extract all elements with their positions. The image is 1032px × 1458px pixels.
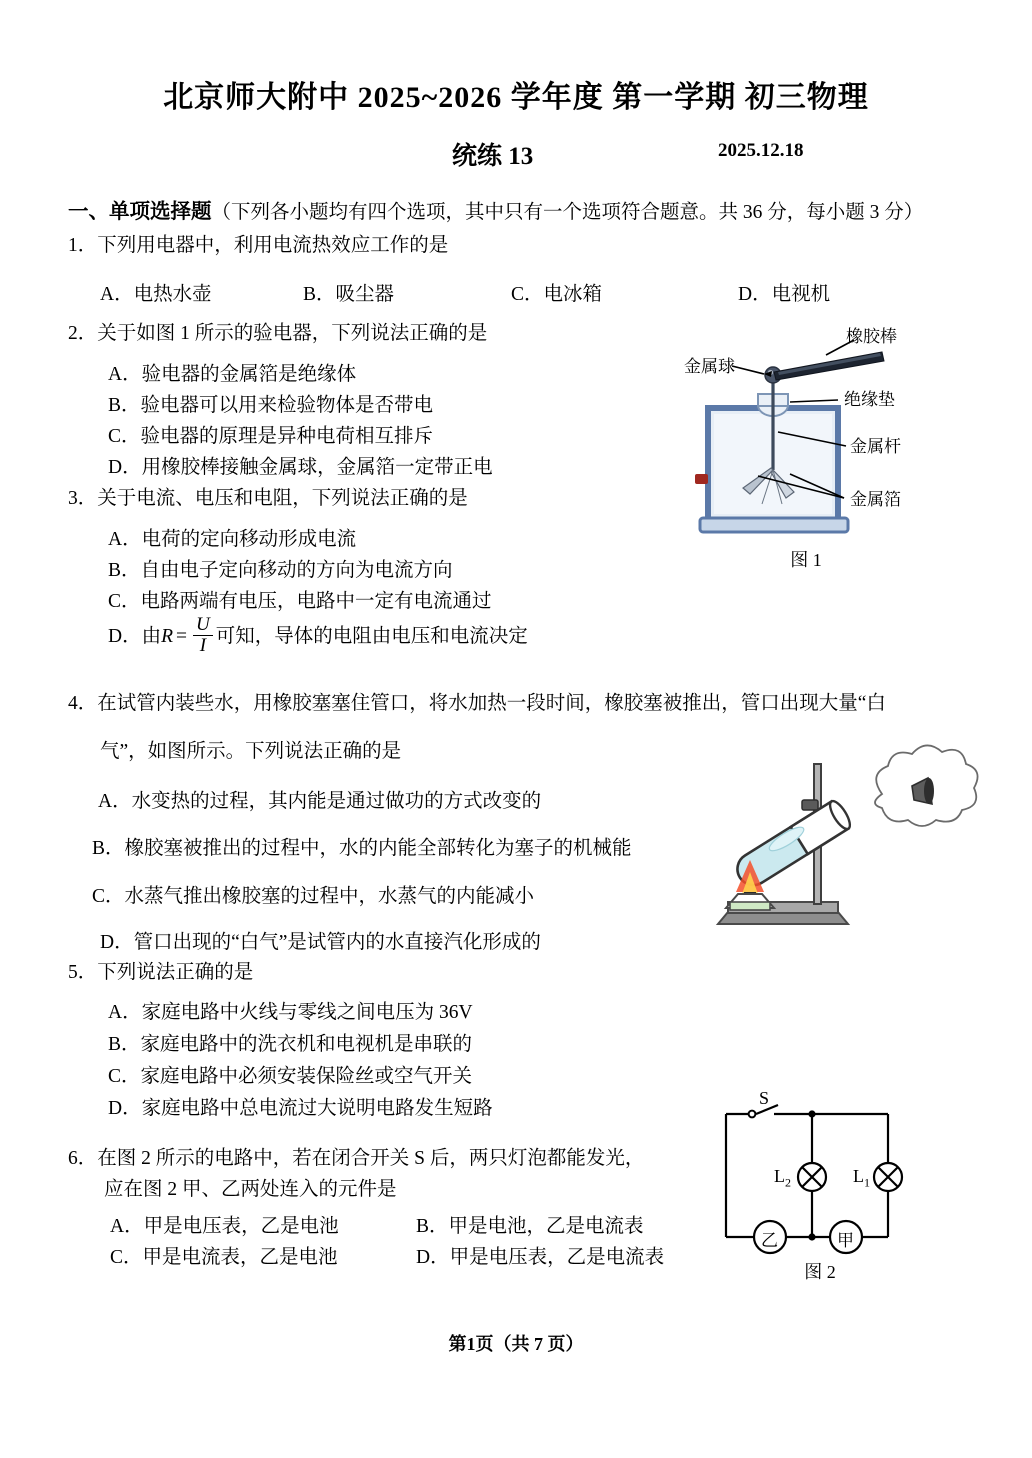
question-3-option-a: A．电荷的定向移动形成电流 [108,529,357,550]
lamp-l2-letter: L [774,1166,785,1186]
question-6-stem-line2: 应在图 2 甲、乙两处连入的元件是 [104,1179,397,1200]
formula-numerator: U [196,614,210,635]
question-3-option-b: B．自由电子定向移动的方向为电流方向 [108,560,453,581]
question-1-option-a: A．电热水壶 [100,284,212,305]
question-1-number: 1． [68,235,98,256]
figure-1-caption: 图 1 [790,550,822,570]
question-2-number: 2． [68,323,98,344]
question-6-option-d: D．甲是电压表，乙是电流表 [416,1247,665,1268]
question-3-option-d-prefix: D．由 [108,625,162,647]
figure-test-tube-experiment [706,742,992,938]
question-1-option-b: B．吸尘器 [303,284,395,305]
formula-denominator: I [193,635,213,656]
question-6-option-b: B．甲是电池，乙是电流表 [416,1216,644,1237]
question-2-option-b: B．验电器可以用来检验物体是否带电 [108,395,434,416]
question-6-number: 6． [68,1148,98,1169]
page-footer: 第1页（共 7 页） [448,1334,584,1354]
section-note: （下列各小题均有四个选项，其中只有一个选项符合题意。共 36 分，每小题 3 分） [211,202,924,223]
question-6-text-1: 在图 2 所示的电路中，若在闭合开关 S 后，两只灯泡都能发光， [97,1148,645,1169]
question-2-option-a: A．验电器的金属箔是绝缘体 [108,364,357,385]
lamp-l1-subscript: 1 [864,1175,870,1190]
question-5-number: 5． [68,962,98,983]
question-5-option-a: A．家庭电路中火线与零线之间电压为 36V [108,1002,473,1023]
figure-1-electroscope [686,322,1006,572]
question-3-text: 关于电流、电压和电阻，下列说法正确的是 [97,488,468,509]
question-1-text: 下列用电器中，利用电流热效应工作的是 [97,235,449,256]
question-3-option-d [108,614,528,658]
question-5-option-d: D．家庭电路中总电流过大说明电路发生短路 [108,1098,493,1119]
subtitle-row [0,136,1032,170]
question-4-stem-line2: 气”，如图所示。下列说法正确的是 [100,741,402,762]
section-heading [68,194,968,224]
figure-1-label-metal-foil: 金属箔 [850,490,901,509]
formula-equals: = [176,625,188,647]
question-2-text: 关于如图 1 所示的验电器，下列说法正确的是 [97,323,488,344]
question-4-stem-line1 [68,692,886,715]
figure-2-caption: 图 2 [804,1262,836,1282]
test-tube-svg [706,742,992,938]
figure-2-label-meter-yi: 乙 [761,1231,778,1250]
figure-2-label-switch: S [759,1088,770,1108]
question-3-option-c: C．电路两端有电压，电路中一定有电流通过 [108,591,492,612]
question-6-stem-line1 [68,1147,644,1170]
section-label: 一、单项选择题 [68,201,212,223]
question-2-option-c: C．验电器的原理是异种电荷相互排斥 [108,426,434,447]
question-5-option-b: B．家庭电路中的洗衣机和电视机是串联的 [108,1034,473,1055]
question-1-option-d: D．电视机 [738,284,831,305]
figure-1-label-rubber-rod: 橡胶棒 [846,327,897,346]
figure-2-label-lamp-l1 [853,1166,870,1191]
question-4-option-a: A．水变热的过程，其内能是通过做功的方式改变的 [98,791,542,812]
question-6-option-a: A．甲是电压表，乙是电池 [110,1216,339,1237]
figure-1-label-insulating-pad: 绝缘垫 [844,390,895,409]
formula-lhs: R [161,625,174,647]
question-4-option-d: D．管口出现的“白气”是试管内的水直接汽化形成的 [100,932,541,953]
figure-2-label-lamp-l2 [774,1166,791,1191]
formula-fraction [193,615,213,656]
question-2-option-d: D．用橡胶棒接触金属球，金属箔一定带正电 [108,457,493,478]
figure-1-label-metal-ball: 金属球 [684,357,735,376]
figure-1-label-metal-rod: 金属杆 [850,437,901,456]
figure-2-label-meter-jia: 甲 [837,1231,854,1250]
question-5-stem [68,961,253,984]
lamp-l1-letter: L [853,1166,864,1186]
question-5-text: 下列说法正确的是 [97,962,254,983]
exam-subtitle: 统练 13 [452,143,534,170]
question-2-stem [68,322,487,345]
question-3-number: 3． [68,488,98,509]
question-4-option-b: B．橡胶塞被推出的过程中，水的内能全部转化为塞子的机械能 [92,838,632,859]
question-6-option-c: C．甲是电流表，乙是电池 [110,1247,338,1268]
question-3-option-d-suffix: 可知，导体的电阻由电压和电流决定 [215,625,528,647]
exam-date: 2025.12.18 [718,140,804,161]
figure-2-circuit [712,1088,998,1272]
question-4-text-1: 在试管内装些水，用橡胶塞塞住管口，将水加热一段时间，橡胶塞被推出，管口出现大量“白 [97,693,886,714]
question-1-stem [68,234,448,257]
question-4-option-c: C．水蒸气推出橡胶塞的过程中，水蒸气的内能减小 [92,886,535,907]
lamp-l2-subscript: 2 [785,1175,791,1190]
question-5-option-c: C．家庭电路中必须安装保险丝或空气开关 [108,1066,473,1087]
question-4-number: 4． [68,693,98,714]
question-3-stem [68,487,468,510]
page-title: 北京师大附中 2025~2026 学年度 第一学期 初三物理 [163,81,869,114]
question-1-option-c: C．电冰箱 [511,284,603,305]
